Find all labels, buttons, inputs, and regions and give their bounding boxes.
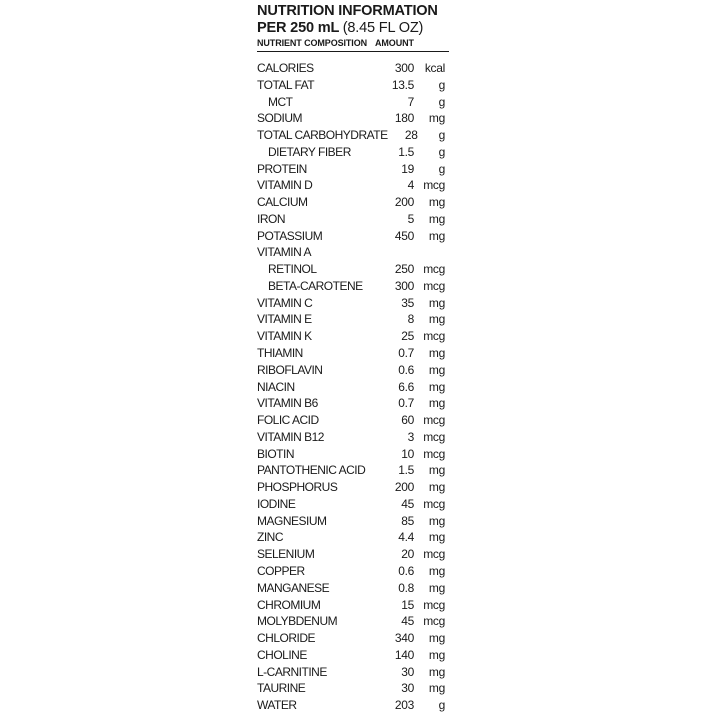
nutrient-name: POTASSIUM <box>257 228 323 243</box>
nutrient-list <box>257 60 449 714</box>
nutrient-row <box>257 161 449 178</box>
nutrient-name: BIOTIN <box>257 446 295 461</box>
nutrient-name: RETINOL <box>268 262 317 277</box>
nutrient-name: CALORIES <box>257 61 314 75</box>
nutrient-name: COPPER <box>257 563 305 578</box>
title-line-1: NUTRITION INFORMATION <box>257 2 438 19</box>
nutrient-amount: 5 <box>407 211 414 226</box>
nutrient-amount: 13.5 <box>391 77 414 92</box>
nutrient-row <box>257 127 449 144</box>
nutrient-unit: mg <box>428 295 445 310</box>
nutrient-row <box>257 546 449 563</box>
nutrient-amount: 0.7 <box>398 396 414 411</box>
nutrient-unit: mcg <box>423 278 445 293</box>
nutrient-unit: mg <box>428 647 445 662</box>
nutrient-amount: 15 <box>401 597 414 612</box>
nutrient-unit: mg <box>428 396 445 411</box>
nutrient-unit: mg <box>428 228 445 243</box>
nutrient-unit: mcg <box>423 446 445 461</box>
nutrient-unit: g <box>438 128 445 143</box>
nutrient-row <box>257 580 449 597</box>
nutrient-amount: 45 <box>401 614 414 629</box>
nutrient-unit: g <box>438 698 445 713</box>
nutrient-row <box>257 244 449 261</box>
nutrient-name: TOTAL FAT <box>257 77 315 92</box>
nutrient-unit: mg <box>428 211 445 226</box>
nutrient-row <box>257 496 449 513</box>
nutrient-amount: 0.7 <box>398 346 414 361</box>
nutrient-amount: 4 <box>407 178 414 193</box>
nutrient-name: PROTEIN <box>257 161 307 176</box>
nutrient-name: VITAMIN K <box>257 329 312 344</box>
nutrient-name: VITAMIN C <box>257 295 313 310</box>
nutrient-name: TAURINE <box>257 681 306 696</box>
nutrient-unit: mcg <box>423 429 445 444</box>
nutrient-name: FOLIC ACID <box>257 413 319 428</box>
nutrient-unit: mcg <box>423 413 445 428</box>
nutrient-amount: 300 <box>394 278 414 293</box>
nutrient-amount: 8 <box>407 312 414 327</box>
nutrient-row <box>257 177 449 194</box>
nutrient-amount: 30 <box>401 664 414 679</box>
nutrient-row <box>257 647 449 664</box>
column-header-nutrient: NUTRIENT COMPOSITION <box>257 38 367 48</box>
nutrient-unit: mg <box>428 530 445 545</box>
nutrient-name: VITAMIN E <box>257 312 312 327</box>
nutrient-unit: mcg <box>423 496 445 511</box>
nutrient-name: SELENIUM <box>257 547 315 562</box>
nutrient-name: PANTOTHENIC ACID <box>257 463 366 478</box>
nutrient-amount: 45 <box>401 496 414 511</box>
nutrient-name: DIETARY FIBER <box>268 144 351 159</box>
nutrient-unit: mcg <box>423 329 445 344</box>
nutrient-row <box>257 60 449 77</box>
nutrient-row <box>257 328 449 345</box>
nutrient-amount: 0.6 <box>398 362 414 377</box>
nutrient-name: MAGNESIUM <box>257 513 327 528</box>
nutrient-amount: 200 <box>394 480 414 495</box>
nutrient-row <box>257 379 449 396</box>
serving-size-bold: PER 250 mL <box>257 19 339 36</box>
nutrient-unit: g <box>438 161 445 176</box>
nutrient-row <box>257 563 449 580</box>
nutrient-unit: mg <box>428 681 445 696</box>
nutrient-row <box>257 211 449 228</box>
nutrient-row <box>257 345 449 362</box>
nutrient-row <box>257 194 449 211</box>
nutrient-amount: 1.5 <box>398 144 414 159</box>
nutrient-unit: mcg <box>423 178 445 193</box>
nutrient-amount: 25 <box>401 329 414 344</box>
nutrient-amount: 203 <box>394 698 414 713</box>
nutrient-unit: mg <box>428 111 445 126</box>
nutrient-unit: mg <box>428 195 445 210</box>
nutrient-unit: mg <box>428 463 445 478</box>
nutrient-name: VITAMIN B12 <box>257 429 324 444</box>
nutrient-amount: 450 <box>394 228 414 243</box>
nutrient-name: TOTAL CARBOHYDRATE <box>257 128 388 143</box>
nutrient-name: CHLORIDE <box>257 631 316 646</box>
nutrient-unit: g <box>438 144 445 159</box>
nutrient-row <box>257 513 449 530</box>
nutrient-row <box>257 228 449 245</box>
nutrient-amount: 300 <box>394 61 414 75</box>
nutrient-amount: 6.6 <box>398 379 414 394</box>
nutrient-amount: 20 <box>401 547 414 562</box>
nutrient-amount: 1.5 <box>398 463 414 478</box>
nutrient-amount: 85 <box>401 513 414 528</box>
nutrient-unit: mcg <box>423 597 445 612</box>
nutrient-row <box>257 529 449 546</box>
nutrient-amount: 3 <box>407 429 414 444</box>
nutrient-amount: 60 <box>401 413 414 428</box>
nutrient-row <box>257 362 449 379</box>
nutrient-row <box>257 597 449 614</box>
nutrient-amount: 0.6 <box>398 563 414 578</box>
nutrient-name: RIBOFLAVIN <box>257 362 323 377</box>
nutrient-name: MCT <box>268 94 293 109</box>
nutrient-unit: mg <box>428 346 445 361</box>
nutrient-name: VITAMIN D <box>257 178 313 193</box>
nutrient-row <box>257 613 449 630</box>
nutrient-name: CALCIUM <box>257 195 308 210</box>
nutrient-amount: 180 <box>394 111 414 126</box>
nutrient-unit: mcg <box>423 547 445 562</box>
nutrient-unit: mg <box>428 513 445 528</box>
nutrient-row <box>257 278 449 295</box>
nutrient-row <box>257 412 449 429</box>
nutrient-row <box>257 479 449 496</box>
serving-size-fl-oz: (8.45 FL OZ) <box>342 19 424 36</box>
nutrient-amount: 340 <box>394 631 414 646</box>
nutrient-unit: g <box>438 94 445 109</box>
nutrient-name: VITAMIN B6 <box>257 396 318 411</box>
nutrient-amount: 19 <box>401 161 414 176</box>
nutrient-unit: mcg <box>423 262 445 277</box>
nutrient-row <box>257 295 449 312</box>
nutrient-unit: mg <box>428 480 445 495</box>
nutrient-row <box>257 144 449 161</box>
nutrient-name: BETA-CAROTENE <box>268 278 363 293</box>
nutrient-row <box>257 697 449 714</box>
nutrient-unit: mg <box>428 362 445 377</box>
nutrient-unit: g <box>438 77 445 92</box>
nutrient-name: ZINC <box>257 530 283 545</box>
nutrient-name: CHOLINE <box>257 647 307 662</box>
nutrient-row <box>257 77 449 94</box>
nutrient-amount: 10 <box>401 446 414 461</box>
nutrient-amount: 30 <box>401 681 414 696</box>
nutrient-name: PHOSPHORUS <box>257 480 338 495</box>
nutrient-row <box>257 680 449 697</box>
nutrient-amount: 28 <box>404 128 418 143</box>
nutrient-name: L-CARNITINE <box>257 664 327 679</box>
title-line-2 <box>257 19 443 36</box>
nutrient-name: IRON <box>257 211 285 226</box>
nutrient-name: MOLYBDENUM <box>257 614 338 629</box>
nutrient-amount: 7 <box>407 94 414 109</box>
nutrient-name: VITAMIN A <box>257 245 311 260</box>
nutrient-name: IODINE <box>257 496 296 511</box>
nutrient-amount: 250 <box>394 262 414 277</box>
nutrient-name: SODIUM <box>257 111 302 126</box>
nutrient-amount: 0.8 <box>398 580 414 595</box>
nutrient-amount: 4.4 <box>398 530 414 545</box>
nutrient-amount: 140 <box>394 647 414 662</box>
nutrient-unit: mg <box>428 664 445 679</box>
nutrient-row <box>257 630 449 647</box>
nutrient-unit: mg <box>428 563 445 578</box>
nutrient-row <box>257 395 449 412</box>
nutrient-row <box>257 94 449 111</box>
nutrient-amount: 200 <box>394 195 414 210</box>
nutrient-unit: kcal <box>424 61 445 75</box>
nutrient-row <box>257 462 449 479</box>
nutrient-unit: mg <box>428 631 445 646</box>
nutrient-row <box>257 311 449 328</box>
nutrient-row <box>257 110 449 127</box>
nutrient-unit: mg <box>428 379 445 394</box>
column-header <box>257 37 449 52</box>
nutrient-row <box>257 429 449 446</box>
nutrient-amount: 35 <box>401 295 414 310</box>
nutrient-name: MANGANESE <box>257 580 330 595</box>
nutrient-name: CHROMIUM <box>257 597 321 612</box>
nutrient-row <box>257 446 449 463</box>
nutrition-information-panel <box>257 2 449 714</box>
nutrient-name: THIAMIN <box>257 346 303 361</box>
nutrient-unit: mg <box>428 580 445 595</box>
nutrient-name: WATER <box>257 698 297 713</box>
nutrient-name: NIACIN <box>257 379 295 394</box>
nutrient-row <box>257 261 449 278</box>
nutrient-unit: mg <box>428 312 445 327</box>
nutrient-row <box>257 664 449 681</box>
column-header-amount: AMOUNT <box>375 38 414 48</box>
nutrient-unit: mcg <box>423 614 445 629</box>
